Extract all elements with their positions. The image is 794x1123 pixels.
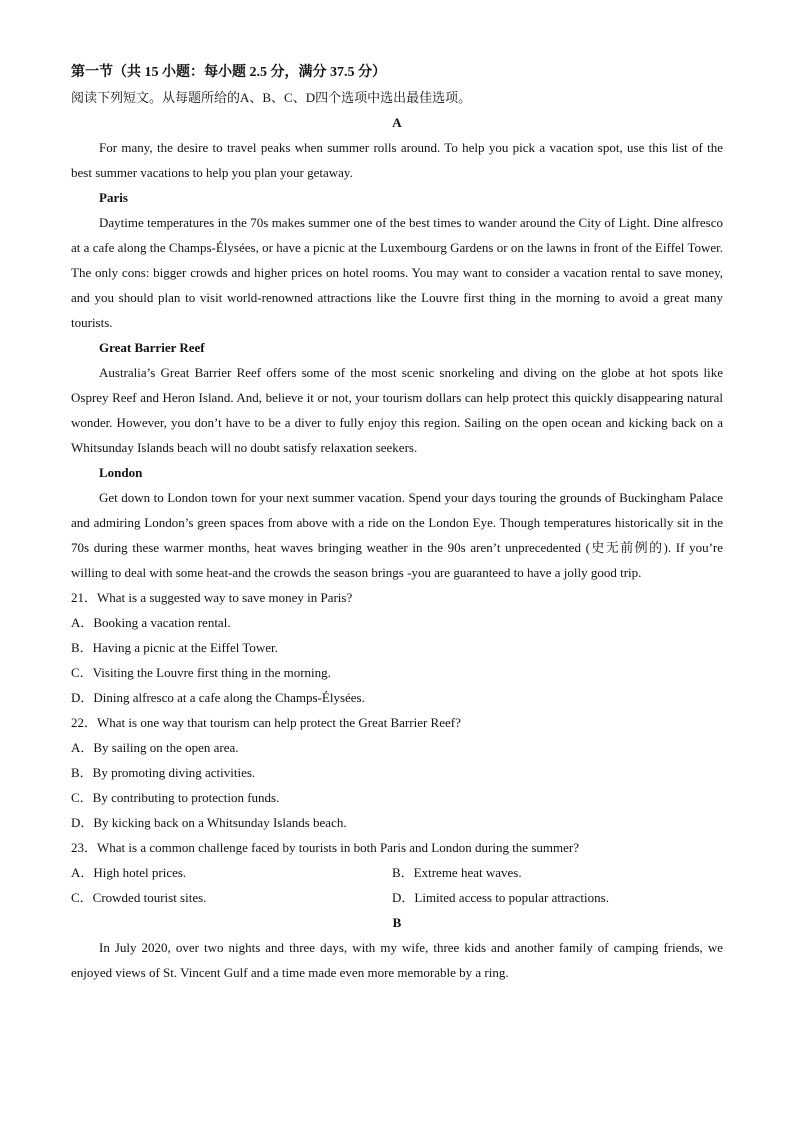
question-23-stem: 23．What is a common challenge faced by tourists in both Paris and London during the summer? [71,840,579,855]
section-text-paris: Daytime temperatures in the 70s makes summer one of the best times to wander around the City of Light. Dine alfresco at a cafe along the Champs-Élysées, or have a picnic at the Luxembourg Gardens or on the lawns in front of the Eiffel Tower. The only cons: bigger crowds and higher prices on hotel rooms. You may want to consider a vacation rental to save money, and you should plan to visit world-renowned attractions like the Louvre first thing in the morning to avoid a great many tourists. [71,215,723,330]
question-23-option-b: B．Extreme heat waves. [392,865,522,880]
question-22-option-a: A．By sailing on the open area. [71,740,239,755]
passage-a-label: A [392,115,402,130]
question-23-option-d: D．Limited access to popular attractions. [392,890,609,905]
section-title-paris: Paris [99,190,128,205]
question-23-option-c: C．Crowded tourist sites. [71,890,207,905]
question-23-options-row-2 [71,885,723,910]
question-23-option-a: A．High hotel prices. [71,865,187,880]
passage-b-intro: In July 2020, over two nights and three days, with my wife, three kids and another family of camping friends, we enjoyed views of St. Vincent Gulf and a time made even more memorable by a ring. [71,940,723,980]
section-title-london: London [99,465,143,480]
question-22-option-c: C．By contributing to protection funds. [71,790,280,805]
section-text-london: Get down to London town for your next summer vacation. Spend your days touring the grounds of Buckingham Palace and admiring London’s green spaces from above with a ride on the London Eye. Though temperatures historically sit in the 70s during these warmer months, heat waves bringing weather in the 90s aren’t unprecedented (史无前例的). If you’re willing to deal with some heat-and the crowds the season brings -you are guaranteed to have a jolly good trip. [71,490,723,580]
question-22-option-d: D．By kicking back on a Whitsunday Islands beach. [71,815,347,830]
question-21-option-d: D．Dining alfresco at a cafe along the Champs-Élysées. [71,690,365,705]
section-text-reef: Australia’s Great Barrier Reef offers some of the most scenic snorkeling and diving on the globe at hot spots like Osprey Reef and Heron Island. And, believe it or not, your tourism dollars can help protect this quickly disappearing natural wonder. However, you don’t have to be a diver to fully enjoy this region. Sailing on the open ocean and kicking back on a Whitsunday Islands beach will no doubt satisfy relaxation seekers. [71,365,723,455]
question-23-options-row-1 [71,860,723,885]
question-21-option-a: A．Booking a vacation rental. [71,615,231,630]
passage-b-label: B [392,915,402,930]
passage-a-intro: For many, the desire to travel peaks when summer rolls around. To help you pick a vacation spot, use this list of the best summer vacations to help you plan your getaway. [71,140,723,180]
question-21-option-b: B．Having a picnic at the Eiffel Tower. [71,640,278,655]
question-22-stem: 22．What is one way that tourism can help protect the Great Barrier Reef? [71,715,461,730]
section-title-reef: Great Barrier Reef [99,340,205,355]
section-instruction: 阅读下列短文。从每题所给的A、B、C、D四个选项中选出最佳选项。 [71,90,472,105]
question-21-stem: 21．What is a suggested way to save money in Paris? [71,590,353,605]
question-21-option-c: C．Visiting the Louvre first thing in the morning. [71,665,331,680]
section-heading: 第一节（共 15 小题：每小题 2.5 分，满分 37.5 分） [71,65,386,80]
question-22-option-b: B．By promoting diving activities. [71,765,256,780]
